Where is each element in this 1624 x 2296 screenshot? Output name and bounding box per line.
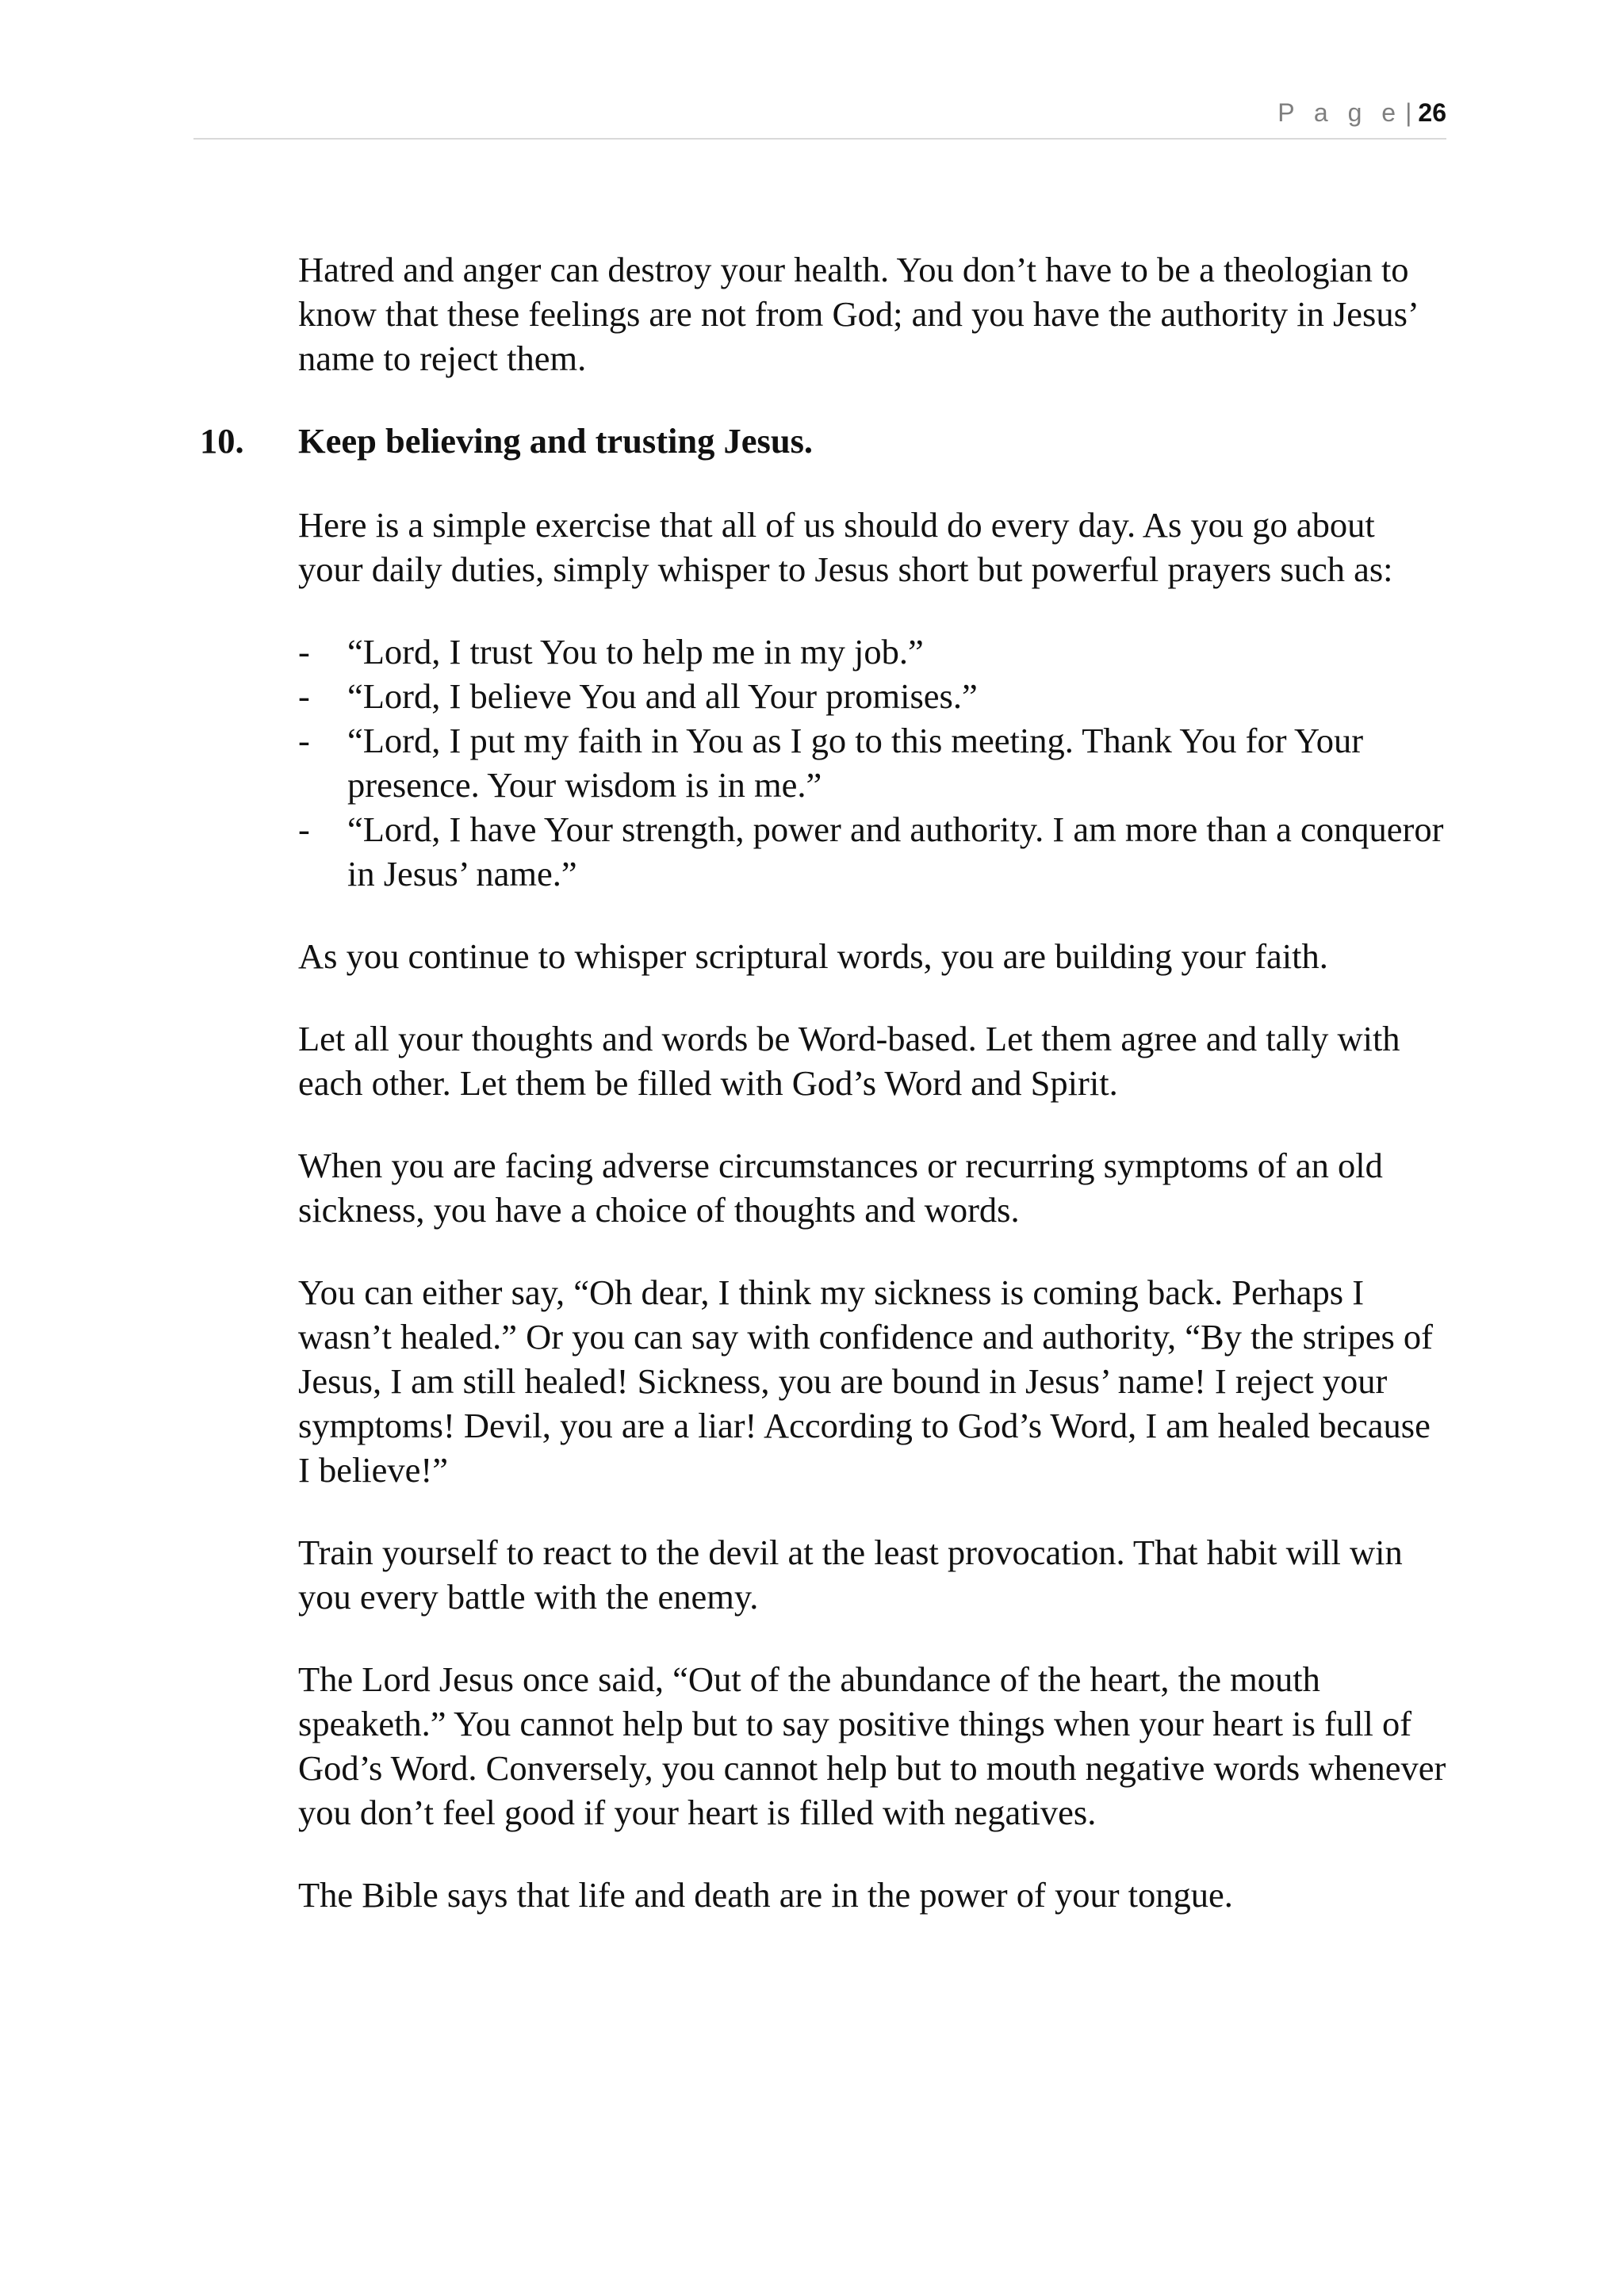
section-heading	[200, 419, 1448, 463]
prayer-text: “Lord, I have Your strength, power and authority. I am more than a conqueror in Jesus’ name.”	[347, 809, 1444, 894]
prayer-list	[298, 629, 1448, 896]
section-title: Keep believing and trusting Jesus.	[298, 421, 814, 461]
intro-paragraph: Hatred and anger can destroy your health. You don’t have to be a theologian to know that these feelings are not from God; and you have the authority in Jesus’ name to reject them.	[298, 250, 1417, 378]
prayer-item	[298, 718, 1448, 807]
page-header	[193, 94, 1446, 140]
list-dash: -	[298, 632, 310, 672]
body-paragraph: The Bible says that life and death are in the power of your tongue.	[298, 1875, 1233, 1915]
list-dash: -	[298, 721, 310, 760]
body-paragraph: When you are facing adverse circumstances or recurring symptoms of an old sickness, you have a choice of thoughts and words.	[298, 1146, 1383, 1230]
prayer-item	[298, 807, 1448, 896]
list-dash: -	[298, 676, 310, 716]
prayer-text: “Lord, I believe You and all Your promises.”	[347, 676, 978, 716]
body-paragraph: You can either say, “Oh dear, I think my sickness is coming back. Perhaps I wasn’t healed.” Or you can say with confidence and authority, “By the stripes of Jesus, I am still healed! Sickness, you are bound in Jesus’ name! I reject your symptoms! Devil, you are a liar! According to God’s Word, I am healed because I believe!”	[298, 1272, 1433, 1490]
page-label: P a g e	[1277, 98, 1403, 127]
list-dash: -	[298, 809, 310, 849]
page-number: 26	[1418, 98, 1446, 127]
prayer-item	[298, 629, 1448, 674]
page-separator: |	[1405, 98, 1412, 127]
section-number: 10.	[200, 421, 244, 461]
body-paragraph: The Lord Jesus once said, “Out of the abundance of the heart, the mouth speaketh.” You cannot help but to say positive things when your heart is full of God’s Word. Conversely, you cannot help but to mouth negative words whenever you don’t feel good if your heart is filled with negatives.	[298, 1659, 1446, 1832]
prayer-text: “Lord, I trust You to help me in my job.”	[347, 632, 924, 672]
page-indicator	[1277, 98, 1446, 127]
body-paragraph: As you continue to whisper scriptural words, you are building your faith.	[298, 936, 1328, 976]
body-paragraph: Train yourself to react to the devil at the least provocation. That habit will win you every battle with the enemy.	[298, 1533, 1403, 1617]
page-body	[200, 247, 1448, 1955]
prayer-item	[298, 674, 1448, 718]
exercise-paragraph: Here is a simple exercise that all of us should do every day. As you go about your daily duties, simply whisper to Jesus short but powerful prayers such as:	[298, 505, 1393, 589]
body-paragraph: Let all your thoughts and words be Word-based. Let them agree and tally with each other. Let them be filled with God’s Word and Spirit.	[298, 1019, 1400, 1103]
prayer-text: “Lord, I put my faith in You as I go to this meeting. Thank You for Your presence. Your wisdom is in me.”	[347, 721, 1364, 805]
